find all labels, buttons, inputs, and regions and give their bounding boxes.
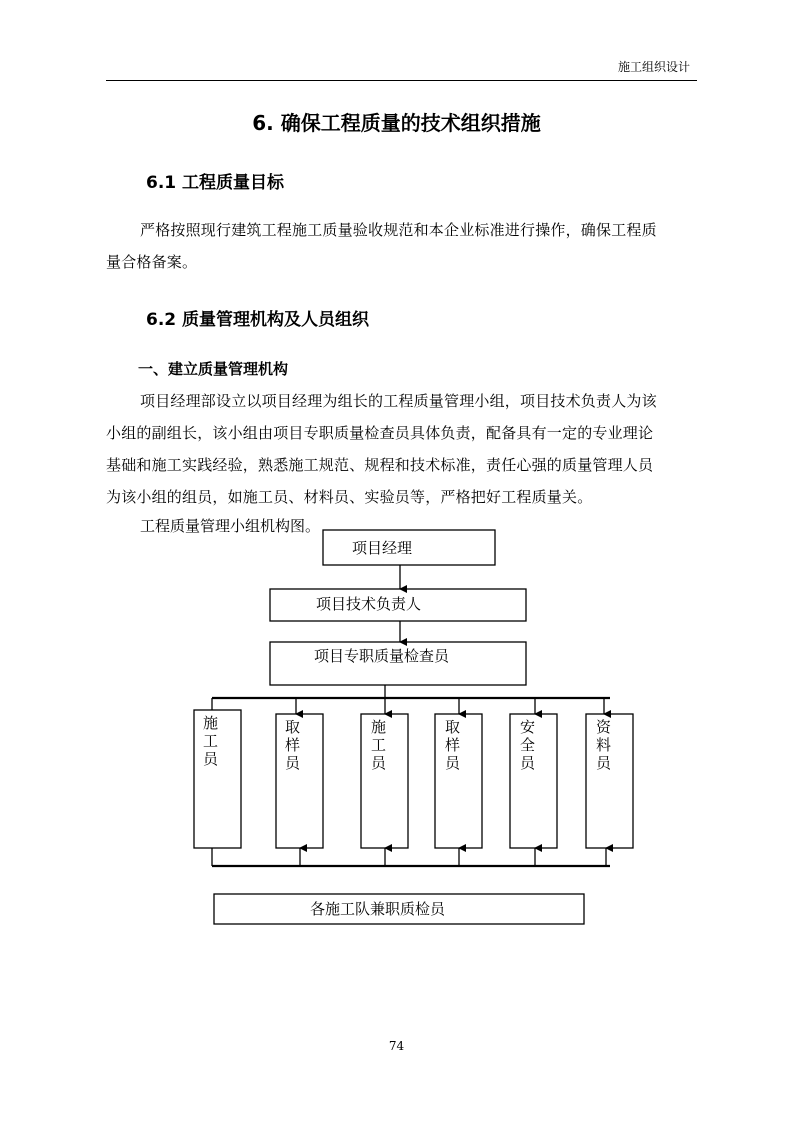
label-technical-lead: 项目技术负责人 (316, 595, 422, 613)
member-box-1 (194, 698, 241, 848)
chart-caption: 工程质量管理小组机构图。 (140, 517, 321, 535)
svg-text:工: 工 (371, 736, 387, 754)
paragraph-line: 基础和施工实践经验，熟悉施工规范、规程和技术标准，责任心强的质量管理人员 (106, 456, 654, 474)
page-number: 74 (388, 1039, 405, 1053)
svg-text:员: 员 (520, 754, 536, 772)
svg-text:施: 施 (203, 714, 219, 732)
svg-text:员: 员 (371, 754, 387, 772)
member-box-6 (586, 698, 633, 848)
member-box-3 (361, 698, 408, 848)
section-title-6-2: 6.2 质量管理机构及人员组织 (146, 310, 370, 330)
svg-text:施: 施 (371, 718, 387, 736)
member-box-2 (276, 698, 323, 848)
svg-text:全: 全 (520, 736, 536, 754)
paragraph-line: 项目经理部设立以项目经理为组长的工程质量管理小组，项目技术负责人为该 (140, 392, 657, 410)
label-project-manager: 项目经理 (352, 539, 413, 557)
member-box-4 (435, 698, 482, 848)
svg-text:取: 取 (285, 718, 301, 736)
chapter-title: 6. 确保工程质量的技术组织措施 (252, 111, 541, 135)
label-quality-inspector: 项目专职质量检查员 (314, 647, 450, 665)
svg-text:资: 资 (596, 718, 612, 736)
paragraph-line: 量合格备案。 (106, 253, 198, 271)
running-header: 施工组织设计 (617, 60, 690, 74)
svg-text:样: 样 (285, 736, 301, 754)
svg-text:样: 样 (445, 736, 461, 754)
svg-text:员: 员 (596, 754, 612, 772)
svg-text:料: 料 (596, 736, 612, 754)
svg-text:取: 取 (445, 718, 461, 736)
paragraph-line: 严格按照现行建筑工程施工质量验收规范和本企业标准进行操作，确保工程质 (140, 221, 657, 239)
svg-text:员: 员 (285, 754, 301, 772)
subsection-title: 一、建立质量管理机构 (138, 360, 289, 378)
svg-text:工: 工 (203, 732, 219, 750)
member-box-5 (510, 698, 557, 848)
paragraph-line: 为该小组的组员，如施工员、材料员、实验员等，严格把好工程质量关。 (106, 488, 593, 506)
svg-text:员: 员 (445, 754, 461, 772)
section-title-6-1: 6.1 工程质量目标 (146, 173, 285, 193)
label-team-inspectors: 各施工队兼职质检员 (310, 900, 446, 918)
svg-text:员: 员 (203, 750, 219, 768)
svg-text:安: 安 (520, 718, 536, 736)
paragraph-line: 小组的副组长，该小组由项目专职质量检查员具体负责，配备具有一定的专业理论 (106, 424, 654, 442)
